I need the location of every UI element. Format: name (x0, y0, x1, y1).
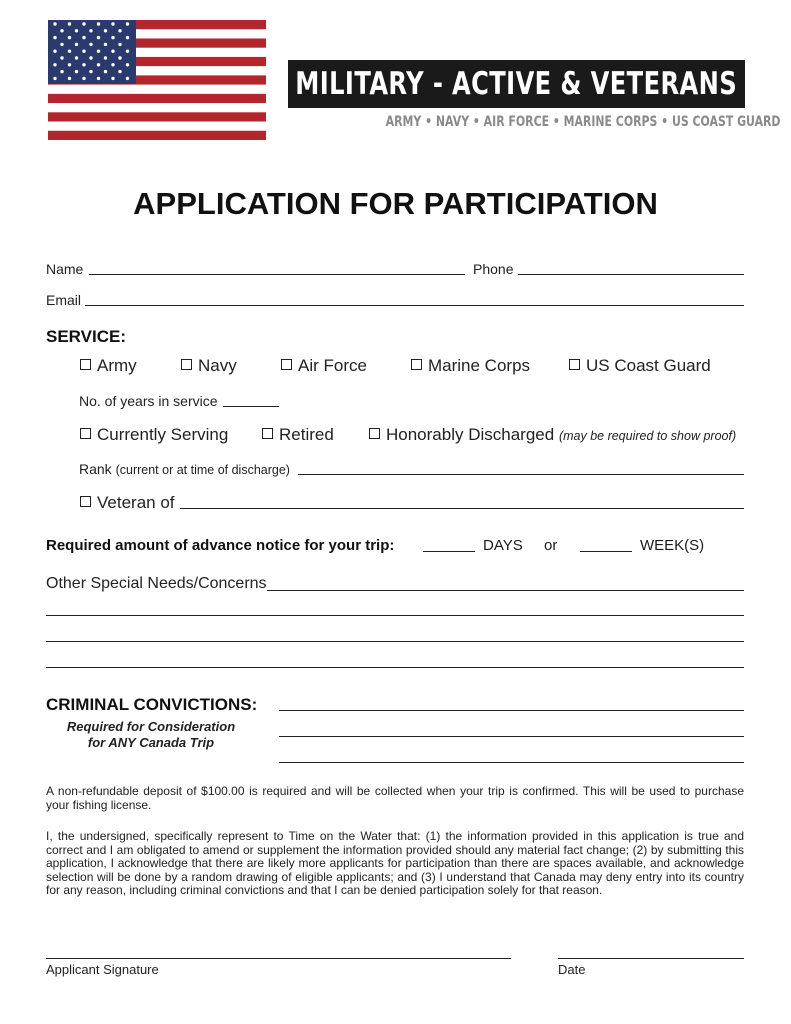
flag-star (126, 63, 129, 66)
checkbox-currently-serving[interactable] (80, 425, 228, 445)
flag-star (111, 77, 114, 80)
flag-stripe (48, 85, 266, 95)
declaration-paragraph: I, the undersigned, specifically represent to Time on the Water that: (1) the information provided in this application is true and correct and I am obligated to amend or supplement the information provided should any material fact change; (2) by submitting this application, I acknowledge that there are likely more applicants for participation than there are spaces available, and acknowledge selection will be done by a random drawing of eligible applicants; and (3) I understand that Canada may deny entry into its country for any reason, including criminal convictions and that I can be denied participation solely for that reason. (46, 829, 744, 897)
rank-field[interactable] (298, 474, 744, 475)
days-field[interactable] (423, 551, 475, 552)
special-needs-field-line-1[interactable] (267, 590, 744, 591)
proof-note: (may be required to show proof) (558, 429, 737, 443)
flag-star (97, 50, 100, 53)
days-label: DAYS (483, 537, 523, 554)
flag-star (82, 63, 85, 66)
header-banner (288, 60, 745, 108)
flag-star (75, 29, 78, 32)
rank-label (79, 461, 290, 477)
flag-star (89, 70, 92, 73)
flag-star (89, 43, 92, 46)
checkbox-navy[interactable] (181, 356, 237, 376)
branch-list-text: ARMY • NAVY • AIR FORCE • MARINE CORPS • US COAST GUARD (385, 114, 781, 130)
years-in-service-field[interactable] (223, 406, 279, 407)
flag-star (111, 63, 114, 66)
flag-star (97, 77, 100, 80)
flag-star (104, 70, 107, 73)
weeks-label: WEEK(S) (640, 537, 705, 554)
flag-star (68, 63, 71, 66)
checkbox-honorably-discharged[interactable] (369, 425, 736, 445)
checkbox-veteran-of[interactable] (80, 493, 175, 513)
criminal-field-line-1[interactable] (279, 710, 744, 711)
applicant-signature-label: Applicant Signature (46, 962, 159, 977)
weeks-field[interactable] (580, 551, 632, 552)
flag-star (89, 56, 92, 59)
flag-star (82, 50, 85, 53)
flag-star (60, 70, 63, 73)
flag-star (68, 36, 71, 39)
flag-star (75, 56, 78, 59)
rank-note: (current or at time of discharge) (115, 463, 290, 477)
veteran-of-field[interactable] (180, 508, 744, 509)
checkbox-icon (369, 428, 380, 439)
flag-star (53, 77, 56, 80)
name-label: Name (46, 261, 84, 277)
email-label: Email (46, 292, 82, 308)
flag-star (118, 43, 121, 46)
flag-stripe (48, 103, 266, 113)
flag-star (60, 43, 63, 46)
applicant-signature-field[interactable] (46, 958, 511, 959)
criminal-convictions-heading: CRIMINAL CONVICTIONS: (46, 695, 258, 714)
checkbox-air-force[interactable] (281, 356, 367, 376)
special-needs-field-line-2[interactable] (46, 615, 744, 616)
flag-star (53, 22, 56, 25)
flag-star (53, 36, 56, 39)
flag-star (118, 56, 121, 59)
flag-star (68, 77, 71, 80)
option-label: Honorably Discharged (386, 425, 555, 444)
criminal-note-line-2: for ANY Canada Trip (87, 735, 215, 750)
flag-star (111, 22, 114, 25)
flag-star (118, 70, 121, 73)
flag-star (53, 50, 56, 53)
flag-star (75, 70, 78, 73)
us-flag-image (48, 20, 266, 140)
flag-star (60, 29, 63, 32)
checkbox-icon (262, 428, 273, 439)
option-label: Veteran of (97, 493, 175, 512)
flag-stripe (48, 112, 266, 122)
flag-star (82, 22, 85, 25)
email-field[interactable] (85, 305, 744, 306)
checkbox-icon (80, 359, 91, 370)
flag-star (104, 56, 107, 59)
special-needs-field-line-4[interactable] (46, 667, 744, 668)
flag-stripe (48, 131, 266, 140)
advance-notice-label: Required amount of advance notice for your trip: (46, 537, 395, 554)
flag-star (53, 63, 56, 66)
flag-star (104, 29, 107, 32)
criminal-field-line-2[interactable] (279, 736, 744, 737)
branch-list (330, 114, 781, 130)
flag-star (126, 36, 129, 39)
flag-star (68, 50, 71, 53)
flag-star (111, 36, 114, 39)
flag-star (126, 77, 129, 80)
flag-stripe (48, 94, 266, 104)
flag-star (111, 50, 114, 53)
flag-star (75, 43, 78, 46)
checkbox-icon (569, 359, 580, 370)
option-label: Retired (279, 425, 334, 444)
special-needs-field-line-3[interactable] (46, 641, 744, 642)
flag-star (60, 56, 63, 59)
flag-star (68, 22, 71, 25)
date-label: Date (558, 962, 586, 977)
flag-star (97, 36, 100, 39)
special-needs-label: Other Special Needs/Concerns (46, 575, 267, 592)
phone-label: Phone (473, 261, 514, 277)
flag-star (82, 77, 85, 80)
criminal-field-line-3[interactable] (279, 762, 744, 763)
or-label: or (544, 537, 558, 554)
checkbox-marine-corps[interactable] (411, 356, 530, 376)
checkbox-retired[interactable] (262, 425, 334, 445)
flag-star (97, 63, 100, 66)
option-label: Marine Corps (428, 356, 531, 375)
flag-star (104, 43, 107, 46)
flag-star (97, 22, 100, 25)
date-field[interactable] (558, 958, 744, 959)
deposit-paragraph: A non-refundable deposit of $100.00 is required and will be collected when your trip is confirmed. This will be used to purchase your fishing license. (46, 784, 744, 812)
criminal-note-line-1: Required for Consideration (66, 719, 236, 734)
option-label: Navy (198, 356, 237, 375)
banner-title: MILITARY - ACTIVE & VETERANS (295, 66, 738, 102)
checkbox-icon (80, 496, 91, 507)
name-field[interactable] (89, 274, 465, 275)
years-in-service-label: No. of years in service (79, 393, 218, 409)
option-label: Currently Serving (97, 425, 229, 444)
checkbox-icon (281, 359, 292, 370)
flag-star (82, 36, 85, 39)
criminal-note (46, 719, 256, 751)
flag-star (118, 29, 121, 32)
checkbox-us-coast-guard[interactable] (569, 356, 711, 376)
checkbox-icon (411, 359, 422, 370)
flag-star (126, 22, 129, 25)
checkbox-icon (181, 359, 192, 370)
flag-star (89, 29, 92, 32)
rank-label-text: Rank (79, 461, 112, 477)
option-label: Air Force (298, 356, 367, 375)
flag-stripe (48, 122, 266, 132)
checkbox-icon (80, 428, 91, 439)
checkbox-army[interactable] (80, 356, 137, 376)
page-title: APPLICATION FOR PARTICIPATION (133, 186, 658, 221)
option-label: Army (97, 356, 137, 375)
option-label: US Coast Guard (586, 356, 711, 375)
service-heading: SERVICE: (46, 327, 126, 346)
flag-star (126, 50, 129, 53)
phone-field[interactable] (518, 274, 744, 275)
